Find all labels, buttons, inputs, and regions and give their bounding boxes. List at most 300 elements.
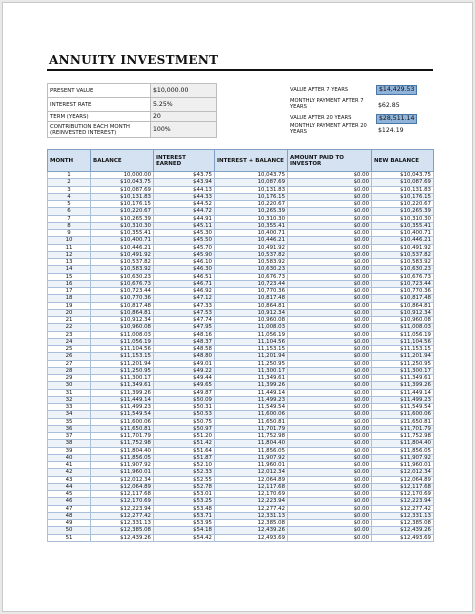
- table-cell: $10,817.48: [91, 302, 154, 309]
- table-cell: $10,355.41: [91, 230, 154, 237]
- table-cell: 11,201.94: [215, 353, 288, 360]
- table-row: [48, 418, 434, 425]
- table-cell: $10,537.82: [91, 259, 154, 266]
- table-cell: $10,864.81: [91, 309, 154, 316]
- table-cell: $11,449.14: [372, 389, 434, 396]
- table-cell: $44.33: [154, 193, 215, 200]
- table-row: [48, 259, 434, 266]
- table-cell: 30: [48, 382, 91, 389]
- table-row: [48, 382, 434, 389]
- table-cell: $0.00: [288, 302, 372, 309]
- table-cell: $11,104.56: [91, 346, 154, 353]
- table-row: [48, 193, 434, 200]
- table-cell: 44: [48, 483, 91, 490]
- table-cell: 9: [48, 230, 91, 237]
- table-cell: $51.87: [154, 454, 215, 461]
- table-cell: $44.52: [154, 201, 215, 208]
- table-cell: 12,223.94: [215, 498, 288, 505]
- table-cell: $11,960.01: [372, 462, 434, 469]
- table-cell: $12,385.08: [91, 527, 154, 534]
- table-cell: $0.00: [288, 280, 372, 287]
- table-cell: $12,439.26: [372, 527, 434, 534]
- table-cell: $10,176.15: [372, 193, 434, 200]
- table-cell: $10,491.92: [372, 244, 434, 251]
- table-cell: $0.00: [288, 512, 372, 519]
- title-underline: [47, 69, 433, 71]
- table-cell: $10,583.92: [372, 259, 434, 266]
- table-cell: $0.00: [288, 360, 372, 367]
- table-body: [48, 172, 434, 542]
- table-cell: $10,960.08: [91, 324, 154, 331]
- payment-after-20-years: $124.19: [378, 127, 404, 134]
- table-cell: 10,446.21: [215, 237, 288, 244]
- table-cell: 10,583.92: [215, 259, 288, 266]
- table-cell: $0.00: [288, 259, 372, 266]
- table-cell: 19: [48, 302, 91, 309]
- table-cell: $0.00: [288, 237, 372, 244]
- table-cell: $0.00: [288, 425, 372, 432]
- table-row: [48, 462, 434, 469]
- table-cell: 50: [48, 527, 91, 534]
- column-header: NEW BALANCE: [372, 150, 434, 172]
- table-cell: 39: [48, 447, 91, 454]
- table-cell: $46.30: [154, 266, 215, 273]
- table-cell: $12,331.13: [372, 512, 434, 519]
- table-cell: $0.00: [288, 338, 372, 345]
- table-cell: $0.00: [288, 251, 372, 258]
- table-cell: 12,493.69: [215, 534, 288, 541]
- table-cell: $0.00: [288, 186, 372, 193]
- table-cell: $11,153.15: [91, 353, 154, 360]
- table-cell: 10,630.23: [215, 266, 288, 273]
- table-cell: $52.78: [154, 483, 215, 490]
- table-cell: 25: [48, 346, 91, 353]
- table-cell: $11,804.40: [91, 447, 154, 454]
- table-cell: $10,864.81: [372, 302, 434, 309]
- table-row: [48, 295, 434, 302]
- table-row: [48, 302, 434, 309]
- table-cell: $10,583.92: [91, 266, 154, 273]
- table-row: [48, 353, 434, 360]
- table-cell: 4: [48, 193, 91, 200]
- table-cell: $10,043.75: [91, 179, 154, 186]
- table-row: [48, 534, 434, 541]
- table-cell: 37: [48, 433, 91, 440]
- table-cell: 21: [48, 317, 91, 324]
- table-cell: 10,355.41: [215, 222, 288, 229]
- table-cell: $53.48: [154, 505, 215, 512]
- table-cell: $0.00: [288, 222, 372, 229]
- table-cell: $11,650.81: [372, 418, 434, 425]
- present-value-field[interactable]: $10,000.00: [151, 84, 217, 98]
- table-cell: 10,817.48: [215, 295, 288, 302]
- table-cell: 10,310.30: [215, 215, 288, 222]
- table-cell: 12,170.69: [215, 491, 288, 498]
- table-cell: $0.00: [288, 179, 372, 186]
- result-label: MONTHLY PAYMENT AFTER 20 YEARS: [290, 123, 367, 135]
- table-cell: $50.75: [154, 418, 215, 425]
- table-cell: 18: [48, 295, 91, 302]
- table-cell: 12,277.42: [215, 505, 288, 512]
- table-cell: 11,399.26: [215, 382, 288, 389]
- table-cell: $0.00: [288, 353, 372, 360]
- table-cell: 11,701.79: [215, 425, 288, 432]
- table-cell: 11,449.14: [215, 389, 288, 396]
- table-cell: $51.20: [154, 433, 215, 440]
- page-title: ANNUITY INVESTMENT: [49, 53, 219, 67]
- table-row: [48, 172, 434, 179]
- table-cell: $47.95: [154, 324, 215, 331]
- table-cell: $11,600.06: [372, 411, 434, 418]
- table-cell: 11,907.92: [215, 454, 288, 461]
- table-cell: 6: [48, 208, 91, 215]
- table-cell: $48.58: [154, 346, 215, 353]
- table-cell: $11,250.95: [372, 360, 434, 367]
- table-cell: 11,349.61: [215, 375, 288, 382]
- table-row: [48, 324, 434, 331]
- table-cell: $11,008.03: [91, 331, 154, 338]
- table-cell: $0.00: [288, 483, 372, 490]
- value-after-7-years: $14,429.53: [376, 85, 417, 95]
- table-cell: $11,907.92: [91, 462, 154, 469]
- table-row: [48, 360, 434, 367]
- table-cell: 10,864.81: [215, 302, 288, 309]
- table-cell: $10,630.23: [372, 266, 434, 273]
- table-row: [48, 201, 434, 208]
- table-cell: $12,012.34: [91, 476, 154, 483]
- table-cell: 10,676.73: [215, 273, 288, 280]
- table-cell: $11,104.56: [372, 338, 434, 345]
- table-cell: $0.00: [288, 469, 372, 476]
- table-header-row: [48, 150, 434, 172]
- table-cell: $10,446.21: [91, 244, 154, 251]
- table-cell: $12,331.13: [91, 520, 154, 527]
- table-cell: $45.11: [154, 222, 215, 229]
- table-cell: 10,960.08: [215, 317, 288, 324]
- table-cell: $50.31: [154, 404, 215, 411]
- table-cell: $10,630.23: [91, 273, 154, 280]
- input-row-interest-rate: [48, 98, 217, 112]
- table-cell: 46: [48, 498, 91, 505]
- table-row: [48, 251, 434, 258]
- table-cell: 11,056.19: [215, 331, 288, 338]
- table-cell: $10,043.75: [372, 172, 434, 179]
- table-row: [48, 208, 434, 215]
- table-cell: $49.22: [154, 367, 215, 374]
- table-cell: 11,104.56: [215, 338, 288, 345]
- table-cell: $11,499.23: [372, 396, 434, 403]
- table-cell: $0.00: [288, 244, 372, 251]
- table-cell: $49.65: [154, 382, 215, 389]
- table-cell: $54.42: [154, 534, 215, 541]
- table-cell: $10,220.67: [372, 201, 434, 208]
- table-cell: $0.00: [288, 331, 372, 338]
- table-cell: $11,752.98: [372, 433, 434, 440]
- table-cell: $0.00: [288, 491, 372, 498]
- table-row: [48, 346, 434, 353]
- table-row: [48, 317, 434, 324]
- table-cell: 10,537.82: [215, 251, 288, 258]
- table-cell: 42: [48, 469, 91, 476]
- input-row-term: [48, 112, 217, 122]
- table-cell: 8: [48, 222, 91, 229]
- table-cell: 7: [48, 215, 91, 222]
- table-cell: $45.30: [154, 230, 215, 237]
- table-cell: $11,056.19: [91, 338, 154, 345]
- table-cell: $10,912.34: [372, 309, 434, 316]
- table-row: [48, 483, 434, 490]
- table-cell: $11,201.94: [372, 353, 434, 360]
- table-cell: 3: [48, 186, 91, 193]
- column-header: INTEREST + BALANCE: [215, 150, 288, 172]
- table-cell: $11,499.23: [91, 404, 154, 411]
- table-row: [48, 230, 434, 237]
- table-cell: $10,220.67: [91, 208, 154, 215]
- table-cell: 11,650.81: [215, 418, 288, 425]
- table-cell: 10,912.34: [215, 309, 288, 316]
- table-cell: $12,493.69: [372, 534, 434, 541]
- table-cell: $0.00: [288, 440, 372, 447]
- table-cell: $51.64: [154, 447, 215, 454]
- table-cell: 27: [48, 360, 91, 367]
- table-cell: 10,220.67: [215, 201, 288, 208]
- table-cell: $0.00: [288, 447, 372, 454]
- table-row: [48, 309, 434, 316]
- table-cell: $49.01: [154, 360, 215, 367]
- table-row: [48, 425, 434, 432]
- table-cell: $0.00: [288, 273, 372, 280]
- result-label: MONTHLY PAYMENT AFTER 7 YEARS: [290, 98, 364, 110]
- table-cell: $11,008.03: [372, 324, 434, 331]
- table-cell: $11,960.01: [91, 469, 154, 476]
- table-row: [48, 520, 434, 527]
- table-cell: 38: [48, 440, 91, 447]
- column-header: AMOUNT PAID TO INVESTOR: [288, 150, 372, 172]
- table-cell: $11,549.54: [372, 404, 434, 411]
- table-cell: $10,355.41: [372, 222, 434, 229]
- table-cell: $0.00: [288, 382, 372, 389]
- table-cell: $12,277.42: [91, 512, 154, 519]
- table-cell: $0.00: [288, 193, 372, 200]
- term-field[interactable]: 20: [151, 112, 217, 122]
- table-cell: $0.00: [288, 309, 372, 316]
- table-cell: $52.10: [154, 462, 215, 469]
- table-cell: $10,491.92: [91, 251, 154, 258]
- table-row: [48, 331, 434, 338]
- table-cell: $12,277.42: [372, 505, 434, 512]
- table-row: [48, 375, 434, 382]
- table-cell: $50.53: [154, 411, 215, 418]
- table-cell: $10,087.69: [372, 179, 434, 186]
- table-cell: 16: [48, 280, 91, 287]
- table-cell: $11,201.94: [91, 360, 154, 367]
- table-cell: $52.55: [154, 476, 215, 483]
- table-cell: $12,170.69: [91, 498, 154, 505]
- table-cell: $10,176.15: [91, 201, 154, 208]
- table-cell: $0.00: [288, 520, 372, 527]
- table-cell: $49.87: [154, 389, 215, 396]
- table-cell: $0.00: [288, 288, 372, 295]
- table-row: [48, 222, 434, 229]
- table-row: [48, 527, 434, 534]
- input-parameters-table: [47, 83, 217, 138]
- table-cell: 11,499.23: [215, 396, 288, 403]
- result-label: VALUE AFTER 20 YEARS: [290, 115, 352, 121]
- amortization-table: [47, 149, 434, 542]
- table-cell: $11,701.79: [372, 425, 434, 432]
- table-row: [48, 179, 434, 186]
- table-cell: $44.13: [154, 186, 215, 193]
- table-cell: $11,856.05: [372, 447, 434, 454]
- table-row: [48, 498, 434, 505]
- interest-rate-field[interactable]: 5.25%: [151, 98, 217, 112]
- table-cell: $10,912.34: [91, 317, 154, 324]
- table-cell: 10: [48, 237, 91, 244]
- table-cell: $46.71: [154, 280, 215, 287]
- table-cell: $43.75: [154, 172, 215, 179]
- table-row: [48, 215, 434, 222]
- table-cell: 10,131.83: [215, 186, 288, 193]
- table-cell: 11,960.01: [215, 462, 288, 469]
- table-cell: $0.00: [288, 172, 372, 179]
- table-cell: $11,907.92: [372, 454, 434, 461]
- table-cell: 34: [48, 411, 91, 418]
- table-cell: $0.00: [288, 404, 372, 411]
- table-cell: 47: [48, 505, 91, 512]
- table-cell: $10,265.39: [372, 208, 434, 215]
- table-cell: $11,300.17: [91, 375, 154, 382]
- table-cell: 12,117.68: [215, 483, 288, 490]
- result-label: VALUE AFTER 7 YEARS: [290, 87, 349, 93]
- table-row: [48, 288, 434, 295]
- table-cell: 40: [48, 454, 91, 461]
- table-cell: $0.00: [288, 505, 372, 512]
- table-cell: $11,549.54: [91, 411, 154, 418]
- table-cell: 11,752.98: [215, 433, 288, 440]
- table-cell: 10,400.71: [215, 230, 288, 237]
- table-cell: $10,770.36: [372, 288, 434, 295]
- input-row-present-value: [48, 84, 217, 98]
- table-cell: $47.53: [154, 309, 215, 316]
- table-row: [48, 404, 434, 411]
- table-cell: $0.00: [288, 215, 372, 222]
- table-cell: 10,087.69: [215, 179, 288, 186]
- table-cell: $12,385.08: [372, 520, 434, 527]
- table-cell: 1: [48, 172, 91, 179]
- table-row: [48, 367, 434, 374]
- table-cell: $45.90: [154, 251, 215, 258]
- table-cell: $44.91: [154, 215, 215, 222]
- table-cell: 11,856.05: [215, 447, 288, 454]
- table-cell: $10,400.71: [91, 237, 154, 244]
- table-cell: $11,349.61: [91, 382, 154, 389]
- input-label: TERM (YEARS): [48, 112, 151, 122]
- table-row: [48, 280, 434, 287]
- table-cell: 11,804.40: [215, 440, 288, 447]
- table-cell: $11,300.17: [372, 367, 434, 374]
- table-cell: $50.97: [154, 425, 215, 432]
- value-after-20-years: $28,511.14: [376, 114, 417, 124]
- table-cell: $0.00: [288, 230, 372, 237]
- table-cell: $10,537.82: [372, 251, 434, 258]
- contribution-field[interactable]: 100%: [151, 122, 217, 138]
- table-cell: $11,153.15: [372, 346, 434, 353]
- table-cell: 41: [48, 462, 91, 469]
- column-header: BALANCE: [91, 150, 154, 172]
- table-cell: $12,439.26: [91, 534, 154, 541]
- table-cell: $0.00: [288, 346, 372, 353]
- table-row: [48, 505, 434, 512]
- table-cell: $53.95: [154, 520, 215, 527]
- table-row: [48, 433, 434, 440]
- table-cell: 12,331.13: [215, 512, 288, 519]
- table-cell: 45: [48, 491, 91, 498]
- table-cell: $0.00: [288, 418, 372, 425]
- table-cell: $48.16: [154, 331, 215, 338]
- table-row: [48, 469, 434, 476]
- table-cell: 12,012.34: [215, 469, 288, 476]
- table-cell: $10,310.30: [372, 215, 434, 222]
- table-cell: 5: [48, 201, 91, 208]
- table-row: [48, 186, 434, 193]
- table-row: [48, 440, 434, 447]
- table-cell: $0.00: [288, 208, 372, 215]
- table-cell: $11,804.40: [372, 440, 434, 447]
- table-cell: $11,856.05: [91, 454, 154, 461]
- table-row: [48, 454, 434, 461]
- table-cell: $43.94: [154, 179, 215, 186]
- table-cell: $12,117.68: [91, 491, 154, 498]
- table-cell: $0.00: [288, 534, 372, 541]
- table-cell: $10,131.83: [91, 193, 154, 200]
- table-cell: $54.18: [154, 527, 215, 534]
- column-header: INTEREST EARNED: [154, 150, 215, 172]
- table-cell: 20: [48, 309, 91, 316]
- table-cell: $0.00: [288, 396, 372, 403]
- table-cell: $10,817.48: [372, 295, 434, 302]
- table-cell: $12,223.94: [91, 505, 154, 512]
- table-cell: $11,752.98: [91, 440, 154, 447]
- table-cell: $10,131.83: [372, 186, 434, 193]
- table-cell: 12,385.08: [215, 520, 288, 527]
- table-cell: $0.00: [288, 462, 372, 469]
- table-cell: 10,265.39: [215, 208, 288, 215]
- table-cell: $0.00: [288, 498, 372, 505]
- table-cell: 33: [48, 404, 91, 411]
- table-cell: 26: [48, 353, 91, 360]
- table-cell: 43: [48, 476, 91, 483]
- table-cell: 29: [48, 375, 91, 382]
- table-row: [48, 491, 434, 498]
- table-cell: $10,960.08: [372, 317, 434, 324]
- table-cell: $12,223.94: [372, 498, 434, 505]
- table-row: [48, 237, 434, 244]
- table-cell: 51: [48, 534, 91, 541]
- table-row: [48, 411, 434, 418]
- table-cell: $0.00: [288, 295, 372, 302]
- table-cell: 32: [48, 396, 91, 403]
- table-cell: $0.00: [288, 454, 372, 461]
- table-row: [48, 389, 434, 396]
- table-cell: 14: [48, 266, 91, 273]
- table-cell: 11,008.03: [215, 324, 288, 331]
- table-cell: 11,300.17: [215, 367, 288, 374]
- table-cell: $0.00: [288, 317, 372, 324]
- table-row: [48, 338, 434, 345]
- input-label: INTEREST RATE: [48, 98, 151, 112]
- table-cell: $44.72: [154, 208, 215, 215]
- table-cell: $10,310.30: [91, 222, 154, 229]
